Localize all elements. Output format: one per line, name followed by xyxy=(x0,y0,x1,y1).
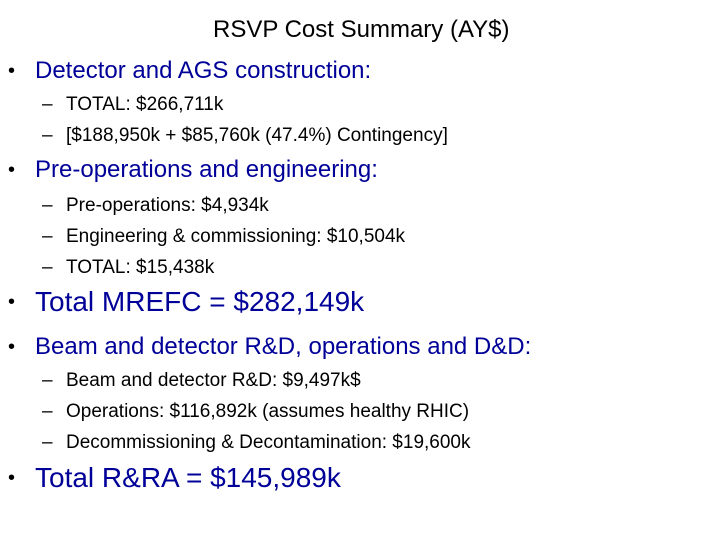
bullet-icon: • xyxy=(8,291,16,313)
section-heading-text: Pre-operations and engineering: xyxy=(35,156,378,183)
list-item-text: Decommissioning & Decontamination: $19,600k xyxy=(66,432,471,453)
dash-icon: – xyxy=(42,195,53,216)
section-heading-text: Detector and AGS construction: xyxy=(35,57,372,84)
bullet-icon: • xyxy=(8,336,16,358)
list-item-text: Engineering & commissioning: $10,504k xyxy=(66,226,406,247)
dash-icon: – xyxy=(42,401,53,422)
section-heading-text: Total MREFC = $282,149k xyxy=(35,286,365,317)
dash-icon: – xyxy=(42,257,53,278)
dash-icon: – xyxy=(42,370,53,391)
dash-icon: – xyxy=(42,94,53,115)
dash-icon: – xyxy=(42,432,53,453)
list-item-text: Beam and detector R&D: $9,497k$ xyxy=(66,370,361,391)
bullet-icon: • xyxy=(8,60,16,82)
list-item-text: TOTAL: $266,711k xyxy=(66,94,224,115)
dash-icon: – xyxy=(42,125,53,146)
list-item-text: Operations: $116,892k (assumes healthy RHIC) xyxy=(66,401,470,422)
section-heading-text: Beam and detector R&D, operations and D&D: xyxy=(35,333,532,360)
bullet-icon: • xyxy=(8,159,16,181)
list-item-text: TOTAL: $15,438k xyxy=(66,257,215,278)
list-item-text: [$188,950k + $85,760k (47.4%) Contingency] xyxy=(66,125,448,146)
slide-title: RSVP Cost Summary (AY$) xyxy=(213,16,510,43)
section-heading-text: Total R&RA = $145,989k xyxy=(35,462,341,493)
dash-icon: – xyxy=(42,226,53,247)
bullet-icon: • xyxy=(8,467,16,489)
list-item-text: Pre-operations: $4,934k xyxy=(66,195,269,216)
